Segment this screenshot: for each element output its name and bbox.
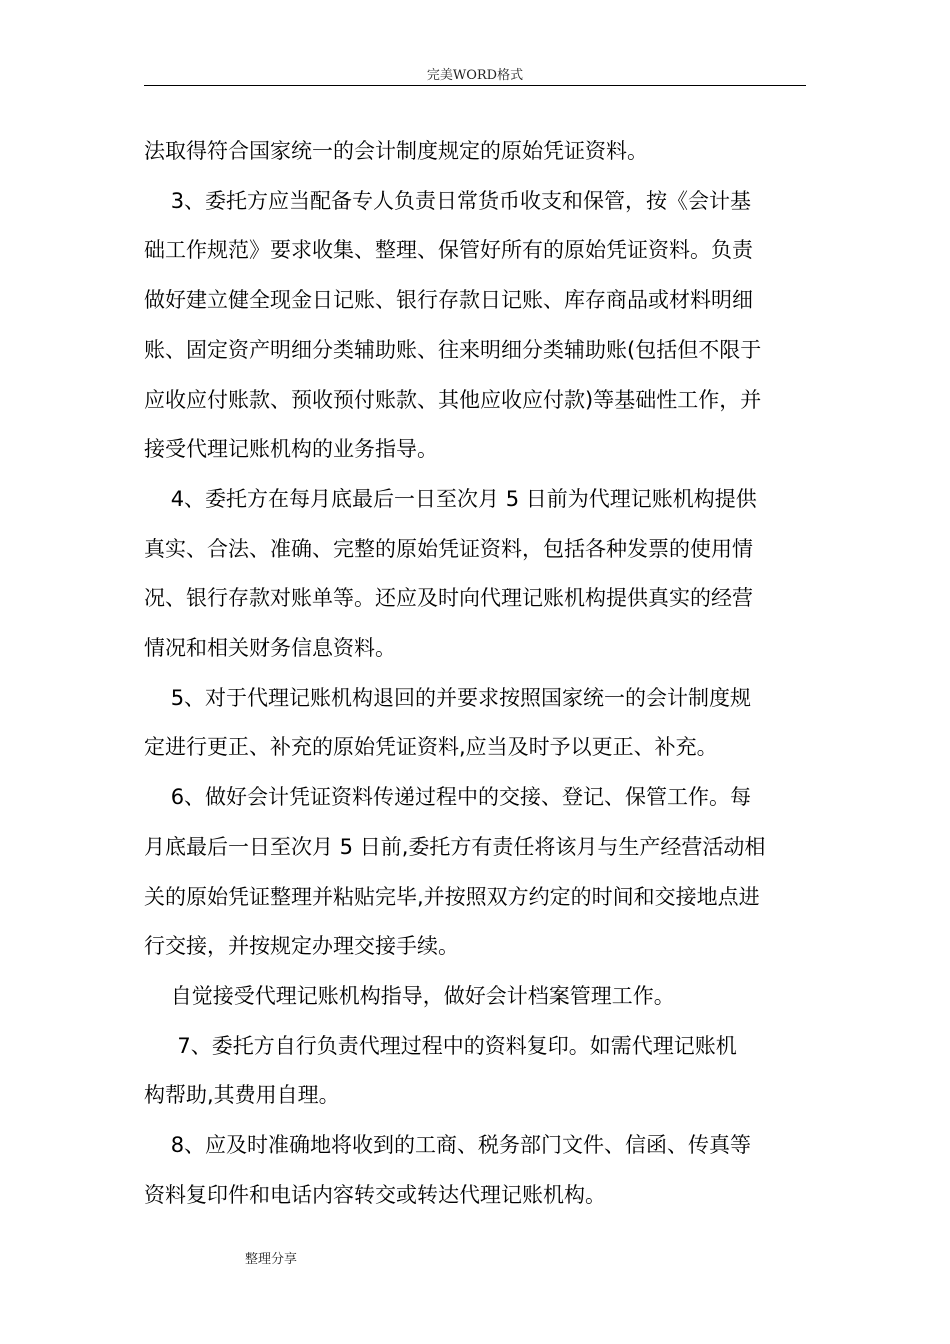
page-footer: 整理分享 bbox=[245, 1252, 298, 1267]
text-line: 自觉接受代理记账机构指导，做好会计档案管理工作。 bbox=[144, 983, 675, 1008]
text-line: 础工作规范》要求收集、整理、保管好所有的原始凭证资料。负责 bbox=[144, 238, 753, 263]
header-divider bbox=[144, 85, 806, 86]
text-line: 构帮助,其费用自理。 bbox=[144, 1083, 340, 1108]
document-body bbox=[144, 127, 808, 1220]
text-line: 月底最后一日至次月 5 日前,委托方有责任将该月与生产经营活动相 bbox=[144, 834, 766, 859]
text-line: 真实、合法、准确、完整的原始凭证资料，包括各种发票的使用情 bbox=[144, 536, 753, 561]
text-line: 做好建立健全现金日记账、银行存款日记账、库存商品或材料明细 bbox=[144, 288, 753, 313]
text-line: 应收应付账款、预收预付账款、其他应收应付款)等基础性工作，并 bbox=[144, 387, 762, 412]
text-line: 关的原始凭证整理并粘贴完毕,并按照双方约定的时间和交接地点进 bbox=[144, 884, 760, 909]
text-line: 8、应及时准确地将收到的工商、税务部门文件、信函、传真等 bbox=[144, 1133, 752, 1158]
text-line: 定进行更正、补充的原始凭证资料,应当及时予以更正、补充。 bbox=[144, 735, 718, 760]
text-line: 6、做好会计凭证资料传递过程中的交接、登记、保管工作。每 bbox=[144, 785, 752, 810]
page-header: 完美WORD格式 bbox=[426, 68, 524, 83]
text-line: 5、对于代理记账机构退回的并要求按照国家统一的会计制度规 bbox=[144, 685, 752, 710]
text-line: 情况和相关财务信息资料。 bbox=[144, 636, 396, 661]
text-line: 接受代理记账机构的业务指导。 bbox=[144, 437, 438, 462]
text-line: 3、委托方应当配备专人负责日常货币收支和保管，按《会计基 bbox=[144, 188, 752, 213]
text-line: 法取得符合国家统一的会计制度规定的原始凭证资料。 bbox=[144, 139, 648, 163]
text-line: 账、固定资产明细分类辅助账、往来明细分类辅助账(包括但不限于 bbox=[144, 337, 762, 362]
text-line: 况、银行存款对账单等。还应及时向代理记账机构提供真实的经营 bbox=[144, 586, 753, 611]
text-line: 行交接，并按规定办理交接手续。 bbox=[144, 934, 459, 959]
text-line: 4、委托方在每月底最后一日至次月 5 日前为代理记账机构提供 bbox=[144, 486, 757, 511]
text-line: 7、委托方自行负责代理过程中的资料复印。如需代理记账机 bbox=[144, 1033, 737, 1058]
text-line: 资料复印件和电话内容转交或转达代理记账机构。 bbox=[144, 1182, 606, 1207]
